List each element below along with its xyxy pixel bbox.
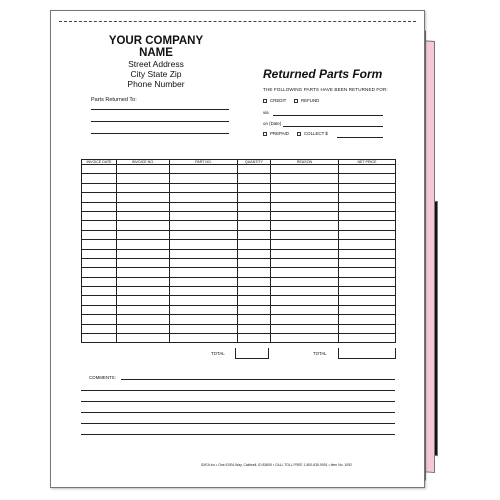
table-cell[interactable]: [117, 305, 170, 314]
table-cell[interactable]: [170, 296, 238, 305]
table-cell[interactable]: [170, 287, 238, 296]
table-cell[interactable]: [117, 287, 170, 296]
table-cell[interactable]: [339, 193, 396, 202]
table-cell[interactable]: [238, 221, 271, 230]
table-cell[interactable]: [170, 249, 238, 258]
table-cell[interactable]: [339, 165, 396, 174]
table-cell[interactable]: [117, 183, 170, 192]
table-cell[interactable]: [339, 230, 396, 239]
table-row: [82, 183, 396, 192]
table-cell[interactable]: [170, 268, 238, 277]
table-cell[interactable]: [238, 249, 271, 258]
collect-label: COLLECT $: [304, 131, 328, 136]
table-row: [82, 258, 396, 267]
table-cell[interactable]: [82, 183, 117, 192]
table-cell[interactable]: [117, 296, 170, 305]
table-cell[interactable]: [339, 202, 396, 211]
comments-line-3[interactable]: [81, 401, 395, 402]
table-cell[interactable]: [170, 305, 238, 314]
table-cell[interactable]: [238, 193, 271, 202]
header-invoice-no: INVOICE NO.: [117, 160, 170, 165]
quantity-total-box[interactable]: [235, 348, 269, 359]
date-line[interactable]: [283, 126, 383, 127]
table-cell[interactable]: [271, 174, 339, 183]
table-cell[interactable]: [117, 221, 170, 230]
table-cell[interactable]: [339, 324, 396, 333]
total-label-quantity: TOTAL: [211, 351, 225, 356]
table-cell[interactable]: [170, 315, 238, 324]
table-cell[interactable]: [117, 334, 170, 343]
table-row: [82, 240, 396, 249]
table-row: [82, 324, 396, 333]
table-row: [82, 305, 396, 314]
table-cell[interactable]: [238, 315, 271, 324]
table-cell[interactable]: [170, 221, 238, 230]
table-cell[interactable]: [339, 268, 396, 277]
table-cell[interactable]: [271, 193, 339, 202]
form-subtitle: THE FOLLOWING PARTS HAVE BEEN RETURNED FOR:: [263, 87, 388, 92]
table-cell[interactable]: [82, 202, 117, 211]
credit-checkbox[interactable]: [263, 99, 267, 103]
parts-table: [81, 159, 396, 343]
table-cell[interactable]: [238, 230, 271, 239]
table-cell[interactable]: [271, 268, 339, 277]
table-cell[interactable]: [117, 277, 170, 286]
table-cell[interactable]: [271, 211, 339, 220]
table-cell[interactable]: [82, 211, 117, 220]
table-cell[interactable]: [339, 183, 396, 192]
credit-label: CREDIT: [270, 98, 287, 103]
table-row: [82, 296, 396, 305]
table-cell[interactable]: [271, 324, 339, 333]
prepaid-checkbox[interactable]: [263, 132, 267, 136]
table-cell[interactable]: [170, 230, 238, 239]
company-city: City State Zip: [130, 69, 182, 79]
header-invoice-date: INVOICE DATE: [82, 160, 117, 165]
returned-to-line-2[interactable]: [91, 121, 229, 122]
table-cell[interactable]: [271, 249, 339, 258]
comments-label: COMMENTS:: [89, 375, 116, 380]
refund-checkbox[interactable]: [294, 99, 298, 103]
header-part-no: PART NO.: [170, 160, 238, 165]
table-cell[interactable]: [339, 221, 396, 230]
table-cell[interactable]: [238, 287, 271, 296]
table-cell[interactable]: [271, 258, 339, 267]
table-row: [82, 165, 396, 174]
table-cell[interactable]: [271, 334, 339, 343]
table-row: [82, 174, 396, 183]
table-cell[interactable]: [238, 174, 271, 183]
table-cell[interactable]: [82, 305, 117, 314]
table-cell[interactable]: [117, 165, 170, 174]
table-row: [82, 249, 396, 258]
table-cell[interactable]: [339, 315, 396, 324]
table-cell[interactable]: [238, 165, 271, 174]
table-cell[interactable]: [170, 193, 238, 202]
table-row: [82, 268, 396, 277]
table-cell[interactable]: [170, 334, 238, 343]
table-cell[interactable]: [170, 202, 238, 211]
table-cell[interactable]: [117, 230, 170, 239]
table-cell[interactable]: [170, 240, 238, 249]
table-row: [82, 221, 396, 230]
table-cell[interactable]: [170, 165, 238, 174]
prepaid-option[interactable]: [263, 131, 289, 136]
table-cell[interactable]: [339, 249, 396, 258]
returned-to-line-3[interactable]: [91, 133, 229, 134]
table-cell[interactable]: [339, 277, 396, 286]
company-phone: Phone Number: [127, 79, 185, 89]
table-cell[interactable]: [238, 202, 271, 211]
table-row: [82, 193, 396, 202]
table-row: [82, 202, 396, 211]
comments-line-4[interactable]: [81, 412, 395, 413]
table-row: [82, 334, 396, 343]
table-cell[interactable]: [82, 249, 117, 258]
company-street: Street Address: [128, 59, 184, 69]
table-cell[interactable]: [238, 211, 271, 220]
table-cell[interactable]: [271, 165, 339, 174]
table-cell[interactable]: [117, 211, 170, 220]
table-cell[interactable]: [117, 249, 170, 258]
table-cell[interactable]: [82, 334, 117, 343]
table-cell[interactable]: [170, 183, 238, 192]
refund-label: REFUND: [301, 98, 320, 103]
table-cell[interactable]: [238, 183, 271, 192]
price-total-box[interactable]: [338, 348, 396, 359]
perforation-line: [59, 21, 416, 22]
table-cell[interactable]: [271, 183, 339, 192]
comments-line-1[interactable]: [121, 379, 395, 380]
table-row: [82, 315, 396, 324]
table-row: [82, 211, 396, 220]
table-cell[interactable]: [82, 193, 117, 202]
table-cell[interactable]: [117, 324, 170, 333]
table-cell[interactable]: [170, 258, 238, 267]
table-cell[interactable]: [339, 240, 396, 249]
collect-option[interactable]: [297, 131, 328, 136]
table-cell[interactable]: [238, 324, 271, 333]
form-front-sheet: [50, 10, 425, 488]
company-block: [91, 35, 221, 89]
credit-option[interactable]: [263, 98, 286, 103]
table-cell[interactable]: [339, 211, 396, 220]
table-cell[interactable]: [339, 334, 396, 343]
table-cell[interactable]: [271, 202, 339, 211]
comments-line-2[interactable]: [81, 390, 395, 391]
table-cell[interactable]: [238, 305, 271, 314]
table-cell[interactable]: [82, 230, 117, 239]
table-cell[interactable]: [82, 287, 117, 296]
table-cell[interactable]: [339, 296, 396, 305]
form-title: Returned Parts Form: [263, 67, 383, 81]
table-cell[interactable]: [271, 287, 339, 296]
table-cell[interactable]: [339, 305, 396, 314]
table-cell[interactable]: [271, 230, 339, 239]
table-cell[interactable]: [170, 324, 238, 333]
parts-returned-to-label: Parts Returned To:: [91, 97, 137, 103]
company-name-line1: YOUR COMPANY: [108, 35, 204, 47]
table-cell[interactable]: [339, 287, 396, 296]
prepaid-label: PREPAID: [270, 131, 289, 136]
table-cell[interactable]: [238, 277, 271, 286]
table-cell[interactable]: [82, 240, 117, 249]
table-cell[interactable]: [117, 315, 170, 324]
table-cell[interactable]: [271, 305, 339, 314]
table-cell[interactable]: [238, 240, 271, 249]
table-cell[interactable]: [271, 315, 339, 324]
table-row: [82, 230, 396, 239]
table-body: [82, 165, 396, 343]
via-line[interactable]: [273, 115, 383, 116]
date-label: on (Date): [263, 121, 282, 126]
table-cell[interactable]: [82, 268, 117, 277]
table-cell[interactable]: [82, 258, 117, 267]
table-cell[interactable]: [117, 174, 170, 183]
company-name-line2: NAME: [139, 47, 173, 59]
table-cell[interactable]: [238, 258, 271, 267]
total-label-price: TOTAL: [313, 351, 327, 356]
table-cell[interactable]: [271, 240, 339, 249]
via-label: via: [263, 110, 269, 115]
returned-to-line-1[interactable]: [91, 109, 229, 110]
table-cell[interactable]: [82, 277, 117, 286]
table-cell[interactable]: [82, 296, 117, 305]
table-cell[interactable]: [117, 258, 170, 267]
comments-line-6[interactable]: [81, 434, 395, 435]
table-cell[interactable]: [117, 268, 170, 277]
table-cell[interactable]: [238, 296, 271, 305]
table-cell[interactable]: [117, 193, 170, 202]
refund-option[interactable]: [294, 98, 319, 103]
table-cell[interactable]: [82, 165, 117, 174]
table-cell[interactable]: [238, 334, 271, 343]
table-cell[interactable]: [82, 315, 117, 324]
table-row: [82, 277, 396, 286]
comments-line-5[interactable]: [81, 423, 395, 424]
table-cell[interactable]: [82, 324, 117, 333]
table-cell[interactable]: [117, 240, 170, 249]
footer-text: ID/EA Inc • One ID/EA Way, Caldwell, ID 83605 • CALL TOLL FREE 1-800-635-9091 • Item No. 1092: [201, 463, 352, 467]
table-cell[interactable]: [117, 202, 170, 211]
table-cell[interactable]: [339, 258, 396, 267]
collect-amount-line[interactable]: [337, 137, 383, 138]
table-cell[interactable]: [82, 174, 117, 183]
table-cell[interactable]: [170, 277, 238, 286]
table-cell[interactable]: [170, 174, 238, 183]
table-cell[interactable]: [339, 174, 396, 183]
table-row: [82, 287, 396, 296]
table-cell[interactable]: [271, 277, 339, 286]
table-cell[interactable]: [170, 211, 238, 220]
table-cell[interactable]: [271, 221, 339, 230]
collect-checkbox[interactable]: [297, 132, 301, 136]
table-cell[interactable]: [271, 296, 339, 305]
table-cell[interactable]: [238, 268, 271, 277]
header-net-price: NET PRICE: [339, 160, 396, 165]
header-reason: REASON: [271, 160, 339, 165]
header-quantity: QUANTITY: [238, 160, 271, 165]
table-cell[interactable]: [82, 221, 117, 230]
